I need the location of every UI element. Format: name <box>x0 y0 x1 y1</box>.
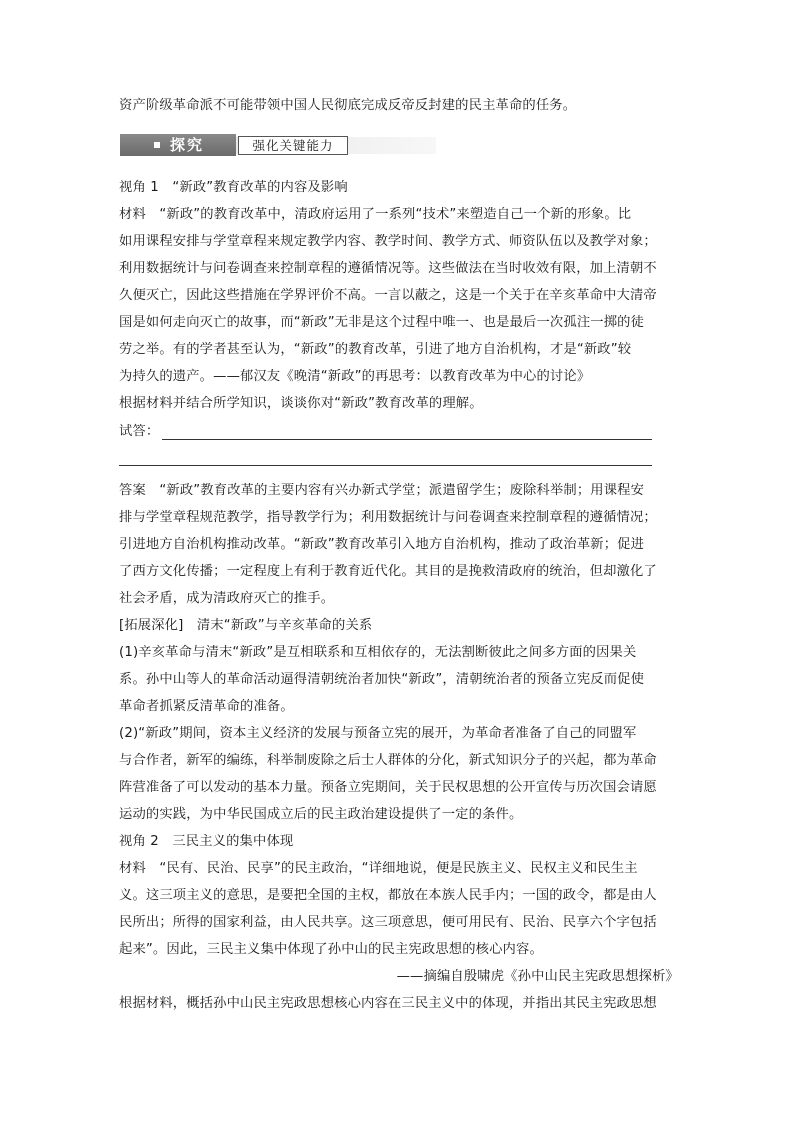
answer-label: 试答： <box>119 424 160 439</box>
answer-blank-line[interactable] <box>162 439 652 440</box>
section-subtitle: 强化关键能力 <box>238 136 348 155</box>
material-line: 材料 “新政”的教育改革中，清政府运用了一系列“技术”来塑造自己一个新的形象。比 <box>119 207 632 222</box>
answer-line: 社会矛盾，成为清政府灭亡的推手。 <box>119 591 335 606</box>
answer-blank-line[interactable] <box>119 465 652 466</box>
square-bullet-icon <box>154 142 160 148</box>
material-line: 劳之举。有的学者甚至认为，“新政”的教育改革，引进了地方自治机构，才是“新政”较 <box>119 342 632 357</box>
answer-line: 答案 “新政”教育改革的主要内容有兴办新式学堂；派遣留学生；废除科举制；用课程安 <box>119 483 645 498</box>
material-line: 久便灭亡，因此这些措施在学界评价不高。一言以蔽之，这是一个关于在辛亥革命中大清帝 <box>119 288 657 303</box>
material-line: 国是如何走向灭亡的故事，而“新政”无非是这个过程中唯一、也是最后一次孤注一掷的徒 <box>119 315 645 330</box>
section-banner <box>120 134 436 156</box>
question-text: 根据材料，概括孙中山民主宪政思想核心内容在三民主义中的体现，并指出其民主宪政思想 <box>119 996 657 1011</box>
question-text: 根据材料并结合所学知识，谈谈你对“新政”教育改革的理解。 <box>119 396 483 411</box>
extension-point-line: 系。孙中山等人的革命活动逼得清朝统治者加快“新政”，清朝统治者的预备立宪反而促使 <box>119 672 645 687</box>
intro-line: 资产阶级革命派不可能带领中国人民彻底完成反帝反封建的民主革命的任务。 <box>119 98 577 113</box>
extension-point-line: (2)“新政”期间，资本主义经济的发展与预备立宪的展开，为革命者准备了自己的同盟军 <box>119 726 637 741</box>
perspective-2-heading: 视角 2 三民主义的集中体现 <box>119 834 294 849</box>
answer-line: 了西方文化传播；一定程度上有利于教育近代化。其目的是挽救清政府的统治，但却激化了 <box>119 564 657 579</box>
material-line: 民所出；所得的国家利益，由人民共享。这三项意思，便可用民有、民治、民享六个字包括 <box>119 915 657 930</box>
section-title: 探究 <box>170 136 205 154</box>
extension-heading: [拓展深化] 清末“新政”与辛亥革命的关系 <box>119 618 373 633</box>
material-line: 义。这三项主义的意思，是要把全国的主权，都放在本族人民手内；一国的政令，都是由人 <box>119 888 657 903</box>
answer-line: 排与学堂章程规范教学，指导教学行为；利用数据统计与问卷调查来控制章程的遵循情况； <box>119 510 657 525</box>
material-line: 如用课程安排与学堂章程来规定教学内容、教学时间、教学方式、师资队伍以及教学对象； <box>119 234 657 249</box>
source-citation: ——摘编自殷啸虎《孙中山民主宪政思想探析》 <box>396 969 679 984</box>
extension-point-line: 与合作者，新军的编练，科举制废除之后士人群体的分化，新式知识分子的兴起，都为革命 <box>119 753 657 768</box>
extension-point-line: 阵营准备了可以发动的基本力量。预备立宪期间，关于民权思想的公开宣传与历次国会请愿 <box>119 780 657 795</box>
extension-point-line: 运动的实践，为中华民国成立后的民主政治建设提供了一定的条件。 <box>119 807 523 822</box>
material-line: 利用数据统计与问卷调查来控制章程的遵循情况等。这些做法在当时收效有限，加上清朝不 <box>119 261 657 276</box>
perspective-1-heading: 视角 1 “新政”教育改革的内容及影响 <box>119 180 348 195</box>
material-line: 为持久的遗产。——郁汉友《晚清“新政”的再思考：以教育改革为中心的讨论》 <box>119 369 591 384</box>
extension-point-line: (1)辛亥革命与清末“新政”是互相联系和互相依存的，无法割断彼此之间多方面的因果关 <box>119 645 637 660</box>
material-line: 起来”。因此，三民主义集中体现了孙中山的民主宪政思想的核心内容。 <box>119 942 543 957</box>
extension-point-line: 革命者抓紧反清革命的准备。 <box>119 699 294 714</box>
material-line: 材料 “民有、民治、民享”的民主政治，“详细地说，便是民族主义、民权主义和民生主 <box>119 861 638 876</box>
answer-line: 引进地方自治机构推动改革。“新政”教育改革引入地方自治机构，推动了政治革新；促进 <box>119 537 645 552</box>
